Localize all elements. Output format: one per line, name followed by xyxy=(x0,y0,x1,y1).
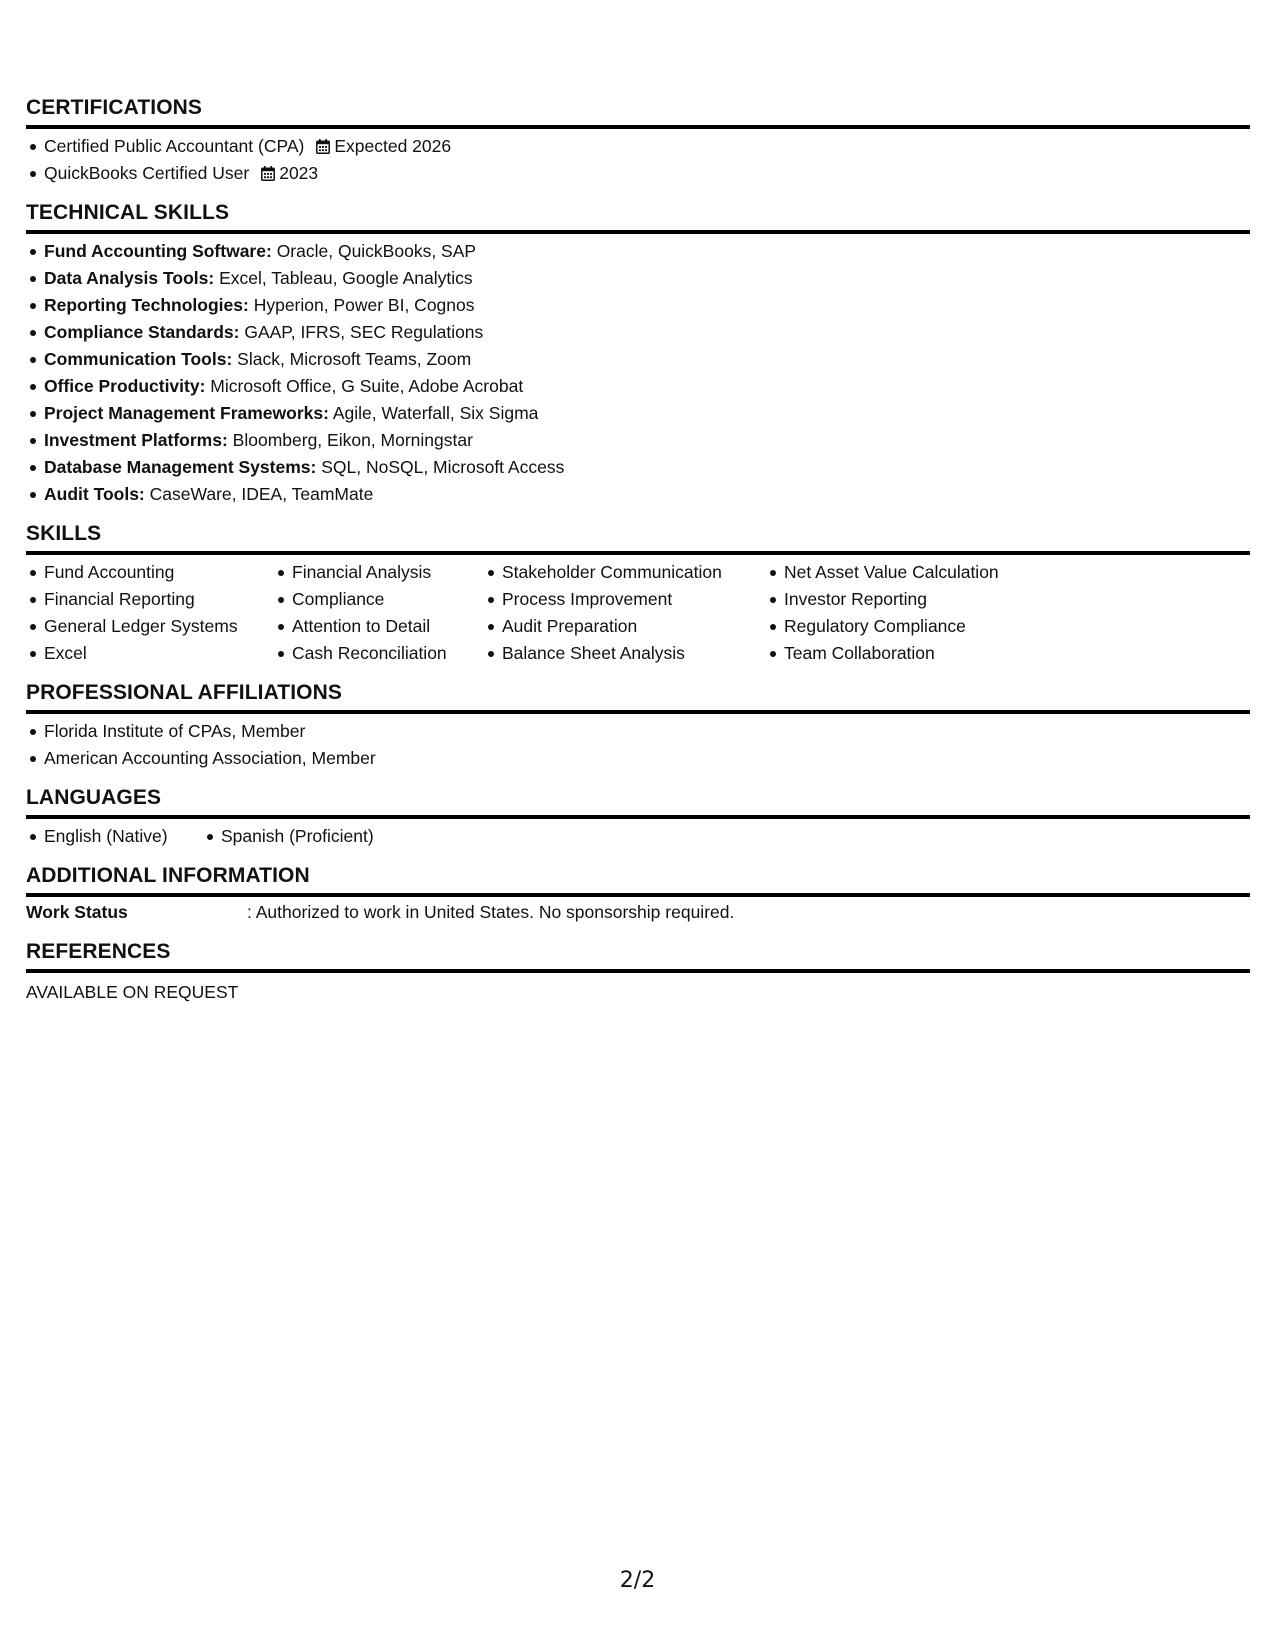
technical-skills-section xyxy=(26,201,1250,508)
section-title: TECHNICAL SKILLS xyxy=(26,201,1250,234)
certification-name: QuickBooks Certified User xyxy=(44,163,250,183)
affiliations-section xyxy=(26,681,1250,772)
skill-values: Microsoft Office, G Suite, Adobe Acrobat xyxy=(210,376,524,396)
affiliations-list xyxy=(26,718,1250,772)
list-item xyxy=(26,133,1250,160)
skill-values: CaseWare, IDEA, TeamMate xyxy=(149,484,374,504)
skills-column xyxy=(766,559,1066,667)
skills-column xyxy=(484,559,766,667)
list-item: Attention to Detail xyxy=(274,613,484,640)
list-item: Team Collaboration xyxy=(766,640,1066,667)
page-number: 2/2 xyxy=(619,1568,656,1593)
certification-date: 2023 xyxy=(279,163,319,183)
skill-values: GAAP, IFRS, SEC Regulations xyxy=(244,322,484,342)
skill-values: SQL, NoSQL, Microsoft Access xyxy=(321,457,565,477)
list-item xyxy=(26,160,1250,187)
certification-name: Certified Public Accountant (CPA) xyxy=(44,136,305,156)
skill-values: Bloomberg, Eikon, Morningstar xyxy=(232,430,473,450)
info-row xyxy=(26,899,1250,926)
additional-info-section xyxy=(26,864,1250,926)
list-item: Compliance xyxy=(274,586,484,613)
list-item xyxy=(26,427,1250,454)
calendar-icon xyxy=(261,166,275,181)
section-title: ADDITIONAL INFORMATION xyxy=(26,864,1250,897)
skills-columns xyxy=(26,559,1250,667)
list-item: Stakeholder Communication xyxy=(484,559,766,586)
languages-row xyxy=(26,823,1250,850)
info-value: : Authorized to work in United States. No sponsorship required. xyxy=(247,902,735,922)
references-text: AVAILABLE ON REQUEST xyxy=(26,982,239,1002)
list-item: General Ledger Systems xyxy=(26,613,274,640)
list-item: Excel xyxy=(26,640,274,667)
skill-category: Compliance Standards: xyxy=(44,322,240,342)
list-item: Balance Sheet Analysis xyxy=(484,640,766,667)
list-item xyxy=(26,265,1250,292)
section-title: PROFESSIONAL AFFILIATIONS xyxy=(26,681,1250,714)
languages-section xyxy=(26,786,1250,850)
list-item: Cash Reconciliation xyxy=(274,640,484,667)
calendar-icon xyxy=(316,139,330,154)
section-title: REFERENCES xyxy=(26,940,1250,973)
technical-skills-list xyxy=(26,238,1250,508)
list-item xyxy=(26,454,1250,481)
list-item xyxy=(26,400,1250,427)
section-title: SKILLS xyxy=(26,522,1250,555)
skill-category: Project Management Frameworks: xyxy=(44,403,329,423)
skill-category: Fund Accounting Software: xyxy=(44,241,272,261)
skill-category: Office Productivity: xyxy=(44,376,206,396)
list-item: Financial Analysis xyxy=(274,559,484,586)
list-item: Financial Reporting xyxy=(26,586,274,613)
skill-category: Communication Tools: xyxy=(44,349,233,369)
skill-values: Hyperion, Power BI, Cognos xyxy=(253,295,475,315)
skills-column xyxy=(26,559,274,667)
list-item xyxy=(26,319,1250,346)
list-item: Audit Preparation xyxy=(484,613,766,640)
list-item: English (Native) xyxy=(26,823,203,850)
section-title: LANGUAGES xyxy=(26,786,1250,819)
list-item: Regulatory Compliance xyxy=(766,613,1066,640)
list-item: Spanish (Proficient) xyxy=(203,823,374,850)
info-label: Work Status xyxy=(26,902,128,922)
certification-date: Expected 2026 xyxy=(334,136,452,156)
skill-category: Database Management Systems: xyxy=(44,457,317,477)
skill-values: Slack, Microsoft Teams, Zoom xyxy=(237,349,472,369)
list-item: Florida Institute of CPAs, Member xyxy=(26,718,1250,745)
list-item: Net Asset Value Calculation xyxy=(766,559,1066,586)
list-item xyxy=(26,346,1250,373)
list-item: Fund Accounting xyxy=(26,559,274,586)
resume-page xyxy=(26,96,1250,1006)
list-item: American Accounting Association, Member xyxy=(26,745,1250,772)
skill-values: Excel, Tableau, Google Analytics xyxy=(219,268,473,288)
list-item xyxy=(26,292,1250,319)
certifications-section xyxy=(26,96,1250,187)
skill-values: Agile, Waterfall, Six Sigma xyxy=(332,403,539,423)
section-title: CERTIFICATIONS xyxy=(26,96,1250,129)
list-item: Investor Reporting xyxy=(766,586,1066,613)
skill-category: Investment Platforms: xyxy=(44,430,228,450)
languages-column xyxy=(203,823,374,850)
skills-column xyxy=(274,559,484,667)
certifications-list xyxy=(26,133,1250,187)
skill-category: Reporting Technologies: xyxy=(44,295,249,315)
skill-values: Oracle, QuickBooks, SAP xyxy=(276,241,477,261)
list-item xyxy=(26,481,1250,508)
list-item xyxy=(26,238,1250,265)
skill-category: Audit Tools: xyxy=(44,484,145,504)
list-item xyxy=(26,373,1250,400)
references-section xyxy=(26,940,1250,1006)
languages-column xyxy=(26,823,203,850)
skill-category: Data Analysis Tools: xyxy=(44,268,215,288)
skills-section xyxy=(26,522,1250,667)
list-item: Process Improvement xyxy=(484,586,766,613)
